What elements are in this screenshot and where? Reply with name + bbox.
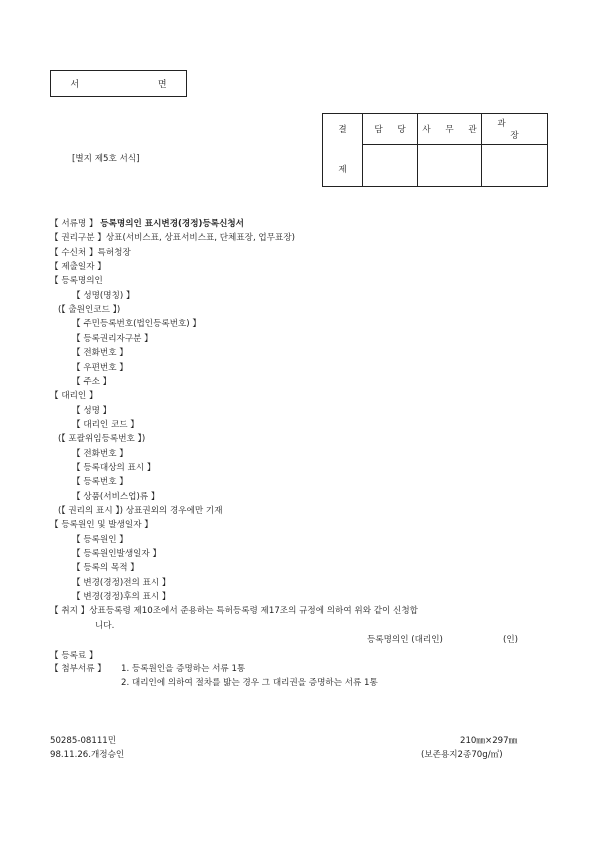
- form-field-line: [72, 577, 171, 589]
- form-field-line: [72, 476, 128, 488]
- form-field-line: [50, 275, 103, 287]
- title-box: [50, 70, 205, 97]
- form-field-label: 【 등록의 목적 】: [72, 563, 139, 574]
- footer-size: 210㎜×297㎜: [460, 736, 518, 746]
- form-field-line: [72, 491, 159, 503]
- form-field-label: 【 주민등록번호(법인등록번호) 】: [72, 319, 201, 330]
- approval-stamp-cell[interactable]: [418, 145, 482, 187]
- form-field-label: 【 등록대상의 표시 】: [72, 462, 156, 473]
- footer-code: 50285-08111민: [50, 736, 117, 746]
- form-field-line: [58, 505, 223, 517]
- form-field-label: (【 출원인코드 】): [58, 305, 121, 316]
- form-field-line: [72, 362, 128, 374]
- form-field-line: [50, 247, 131, 259]
- approval-col-header: 과 장: [482, 114, 548, 145]
- form-field-line: [50, 261, 106, 273]
- form-field-line: [50, 218, 244, 230]
- approval-stamp-cell[interactable]: [482, 145, 548, 187]
- form-field-label: 【 서류명 】: [50, 219, 101, 229]
- form-field-label: 【 등록권리자구분 】: [72, 333, 153, 344]
- form-field-line: [72, 448, 128, 460]
- form-field-label: 【 주소 】: [72, 376, 112, 387]
- form-field-label: 【 등록원인 및 발생일자 】: [50, 520, 153, 531]
- form-field-line: [72, 548, 161, 560]
- approval-label-bottom: 제: [338, 165, 347, 175]
- form-field-line: [72, 562, 139, 574]
- attachments-label: 【 첨부서류 】: [50, 664, 106, 674]
- seal-mark: (인): [503, 635, 519, 645]
- approval-col-header: 담 당: [363, 114, 418, 145]
- form-field-label: 【 등록번호 】: [72, 477, 128, 488]
- form-field-label: 【 등록명의인: [50, 276, 103, 287]
- form-field-label: 【 등록원인발생일자 】: [72, 549, 162, 560]
- form-field-line: [72, 318, 201, 330]
- form-field-label: 【 상품(서비스업)류 】: [72, 491, 160, 502]
- form-field-label: 【 변경(경정)후의 표시 】: [72, 592, 171, 603]
- form-field-label: 【 전화번호 】: [72, 348, 128, 359]
- form-field-label: (【 권리의 표시 】) 상표권외의 경우에만 기재: [58, 506, 223, 516]
- document-title: 등록명의인 표시변경(경정)등록신청서: [100, 219, 244, 229]
- title-box-text: 서 면: [70, 80, 205, 90]
- approval-col-header: 사 무 관: [418, 114, 482, 145]
- form-field-label: 【 수신처 】특허청장: [50, 247, 131, 258]
- form-field-line: [58, 433, 145, 445]
- approval-label-top: 결: [338, 125, 347, 135]
- form-field-line: [72, 591, 171, 603]
- form-field-label: 【 권리구분 】상표(서비스표, 상표서비스표, 단체표장, 업무표장): [50, 233, 295, 244]
- purpose-line-continued: 니다.: [95, 621, 115, 631]
- form-field-label: 【 대리인 】: [50, 391, 98, 402]
- form-field-label: 【 제출일자 】: [50, 262, 106, 273]
- form-field-label: (【 포괄위임등록번호 】): [58, 434, 146, 445]
- form-field-label: 【 대리인 코드 】: [72, 419, 139, 430]
- form-field-line: [50, 519, 153, 531]
- form-field-label: 【 전화번호 】: [72, 448, 128, 459]
- form-field-line: [72, 419, 139, 431]
- footer-paper: (보존용지2종70g/㎡): [421, 750, 503, 760]
- form-field-line: [72, 333, 153, 345]
- form-field-line: [50, 232, 295, 244]
- approval-side-label: [323, 114, 363, 187]
- approval-stamp-cell[interactable]: [363, 145, 418, 187]
- footer-approval-date: 98.11.26.개정승인: [50, 750, 125, 760]
- form-field-line: [72, 376, 111, 388]
- form-field-label: 【 성명(명칭) 】: [72, 290, 135, 301]
- form-label: [별지 제5호 서식]: [72, 154, 140, 164]
- form-field-line: [72, 347, 128, 359]
- approval-table: [322, 113, 548, 187]
- purpose-line: 【 취지 】상표등록령 제10조에서 준용하는 특허등록령 제17조의 규정에 의하여 위와 같이 신청합: [50, 606, 418, 616]
- attachment-item: 2. 대리인에 의하여 절차를 밟는 경우 그 대리권을 증명하는 서류 1통: [121, 678, 378, 688]
- fees-label: 【 등록료 】: [50, 651, 98, 661]
- form-field-label: 【 등록원인 】: [72, 534, 128, 545]
- form-field-label: 【 우편번호 】: [72, 362, 128, 373]
- form-field-line: [72, 462, 156, 474]
- form-field-label: 【 변경(경정)전의 표시 】: [72, 577, 171, 588]
- form-field-line: [58, 304, 120, 316]
- form-field-label: 【 성명 】: [72, 405, 112, 416]
- form-field-line: [72, 290, 135, 302]
- signature-label: 등록명의인 (대리인): [367, 635, 443, 645]
- form-field-line: [72, 405, 111, 417]
- attachment-item: 1. 등록원인을 증명하는 서류 1통: [121, 664, 246, 674]
- form-field-line: [72, 534, 128, 546]
- form-field-line: [50, 390, 98, 402]
